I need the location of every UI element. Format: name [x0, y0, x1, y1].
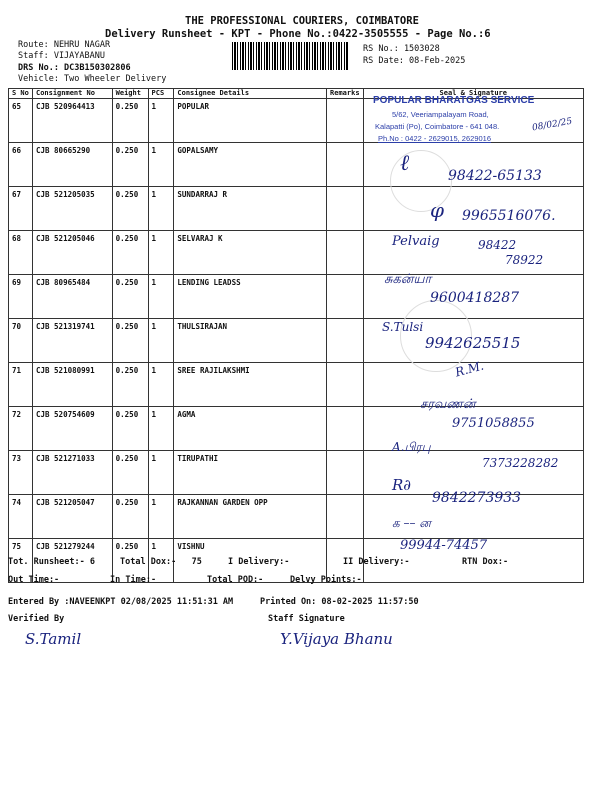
handwritten-phone: 99944-74457 — [400, 538, 488, 553]
entered-by: Entered By :NAVEENKPT 02/08/2025 11:51:31 AM — [8, 597, 234, 607]
total-runsheet: Tot. Runsheet:- 6 — [8, 557, 95, 567]
col-consignee: Consignee Details — [174, 89, 327, 99]
handwritten-name: R.M. — [453, 358, 486, 380]
row-sno: 66 — [9, 143, 33, 187]
row-pcs: 1 — [148, 231, 174, 275]
row-consignee: TIRUPATHI — [174, 451, 327, 495]
i-delivery: I Delivery:- — [228, 557, 290, 567]
row-consignment: CJB 80965484 — [32, 275, 112, 319]
staff-signature-label: Staff Signature — [268, 614, 345, 624]
handwritten-phone: 98422-65133 — [448, 168, 542, 184]
row-consignment: CJB 521205047 — [32, 495, 112, 539]
handwritten-phone: 9751058855 — [452, 416, 535, 431]
company-stamp-address1: 5/62, Veeriampalayam Road, — [392, 110, 489, 119]
staff-label: Staff: VIJAYABANU — [18, 51, 105, 61]
printed-on: Printed On: 08-02-2025 11:57:50 — [260, 597, 419, 607]
row-consignee: LENDING LEADSS — [174, 275, 327, 319]
row-weight: 0.250 — [112, 407, 148, 451]
barcode — [232, 42, 348, 70]
total-pod: Total POD:- — [207, 575, 264, 585]
row-consignee: SUNDARRAJ R — [174, 187, 327, 231]
row-remarks — [327, 275, 364, 319]
row-weight: 0.250 — [112, 495, 148, 539]
handwritten-phone: 98422 — [478, 238, 517, 252]
row-sno: 69 — [9, 275, 33, 319]
signature-mark: R∂ — [392, 476, 412, 494]
company-title: THE PROFESSIONAL COURIERS, COIMBATORE — [185, 15, 419, 27]
row-pcs: 1 — [148, 363, 174, 407]
row-weight: 0.250 — [112, 143, 148, 187]
row-remarks — [327, 407, 364, 451]
row-weight: 0.250 — [112, 319, 148, 363]
row-weight: 0.250 — [112, 539, 148, 583]
row-sno: 75 — [9, 539, 33, 583]
rs-number: RS No.: 1503028 — [363, 44, 440, 54]
row-consignee: SELVARAJ K — [174, 231, 327, 275]
row-consignment: CJB 521205035 — [32, 187, 112, 231]
handwritten-date: 08/02/25 — [531, 116, 573, 134]
route-label: Route: NEHRU NAGAR — [18, 40, 111, 50]
row-consignment: CJB 521205046 — [32, 231, 112, 275]
row-sno: 67 — [9, 187, 33, 231]
row-pcs: 1 — [148, 187, 174, 231]
row-remarks — [327, 231, 364, 275]
row-sno: 73 — [9, 451, 33, 495]
runsheet-subtitle: Delivery Runsheet - KPT - Phone No.:0422-3505555 - Page No.:6 — [105, 28, 491, 40]
row-weight: 0.250 — [112, 275, 148, 319]
handwritten-name: சுகன்யா — [384, 272, 432, 287]
vehicle-label: Vehicle: Two Wheeler Delivery — [18, 74, 167, 84]
row-pcs: 1 — [148, 495, 174, 539]
staff-signature: Y.Vijaya Bhanu — [280, 630, 393, 648]
company-stamp-name: POPULAR BHARATGAS SERVICE — [373, 95, 535, 106]
col-pcs: PCS — [148, 89, 174, 99]
row-remarks — [327, 187, 364, 231]
col-signature: Seal & Signature — [363, 89, 583, 99]
row-sno: 71 — [9, 363, 33, 407]
row-consignee: POPULAR — [174, 99, 327, 143]
ii-delivery: II Delivery:- — [343, 557, 410, 567]
handwritten-phone: 9842273933 — [432, 490, 522, 506]
row-weight: 0.250 — [112, 187, 148, 231]
handwritten-name: சரவணன் — [420, 397, 476, 412]
row-pcs: 1 — [148, 143, 174, 187]
delivery-points: Delvy Points:- — [290, 575, 362, 585]
row-consignment: CJB 520754609 — [32, 407, 112, 451]
row-pcs: 1 — [148, 539, 174, 583]
verified-by-label: Verified By — [8, 614, 65, 624]
row-consignment: CJB 521319741 — [32, 319, 112, 363]
row-weight: 0.250 — [112, 451, 148, 495]
row-sno: 68 — [9, 231, 33, 275]
row-consignment: CJB 80665290 — [32, 143, 112, 187]
row-remarks — [327, 143, 364, 187]
row-consignment: CJB 521279244 — [32, 539, 112, 583]
row-pcs: 1 — [148, 99, 174, 143]
handwritten-phone: 78922 — [505, 253, 544, 267]
row-consignee: GOPALSAMY — [174, 143, 327, 187]
row-pcs: 1 — [148, 319, 174, 363]
handwritten-phone: 7373228282 — [482, 456, 559, 470]
verifier-signature: S.Tamil — [25, 630, 82, 648]
row-weight: 0.250 — [112, 363, 148, 407]
row-remarks — [327, 319, 364, 363]
row-sno: 65 — [9, 99, 33, 143]
col-sno: S No — [9, 89, 33, 99]
company-stamp-phone: Ph.No : 0422 - 2629015, 2629016 — [378, 134, 492, 143]
row-consignee: VISHNU — [174, 539, 327, 583]
table-row — [9, 363, 584, 407]
handwritten-name: S.Tulsi — [382, 320, 424, 334]
row-pcs: 1 — [148, 407, 174, 451]
row-remarks — [327, 451, 364, 495]
in-time: In Time:- — [110, 575, 157, 585]
signature-mark: φ — [430, 198, 445, 222]
signature-mark: க –– ன — [392, 516, 431, 530]
row-consignment: CJB 521080991 — [32, 363, 112, 407]
handwritten-name: A.பிரபு — [392, 440, 431, 454]
row-remarks — [327, 495, 364, 539]
row-consignment: CJB 521271033 — [32, 451, 112, 495]
out-time: Out Time:- — [8, 575, 60, 585]
handwritten-phone: 9942625515 — [425, 334, 521, 352]
row-consignee: RAJKANNAN GARDEN OPP — [174, 495, 327, 539]
company-stamp-address2: Kalapatti (Po), Coimbatore - 641 048. — [375, 122, 500, 131]
rs-date: RS Date: 08-Feb-2025 — [363, 56, 466, 66]
row-sno: 70 — [9, 319, 33, 363]
row-remarks — [327, 363, 364, 407]
row-consignee: SREE RAJILAKSHMI — [174, 363, 327, 407]
row-remarks — [327, 99, 364, 143]
row-consignment: CJB 520964413 — [32, 99, 112, 143]
handwritten-phone: 9600418287 — [430, 290, 520, 306]
row-sno: 72 — [9, 407, 33, 451]
rtn-dox: RTN Dox:- — [462, 557, 509, 567]
col-consignment: Consignment No — [32, 89, 112, 99]
signature-mark: ℓ — [400, 151, 410, 176]
row-weight: 0.250 — [112, 99, 148, 143]
row-sno: 74 — [9, 495, 33, 539]
col-weight: Weight — [112, 89, 148, 99]
total-dox: Total Dox:- 75 — [120, 557, 202, 567]
row-weight: 0.250 — [112, 231, 148, 275]
col-remarks: Remarks — [327, 89, 364, 99]
row-pcs: 1 — [148, 275, 174, 319]
signature-mark: Pelvaig — [392, 234, 440, 249]
row-consignee: THULSIRAJAN — [174, 319, 327, 363]
row-consignee: AGMA — [174, 407, 327, 451]
handwritten-phone: 9965516076. — [462, 208, 556, 224]
drs-number: DRS No.: DC3B150302806 — [18, 63, 131, 73]
row-pcs: 1 — [148, 451, 174, 495]
